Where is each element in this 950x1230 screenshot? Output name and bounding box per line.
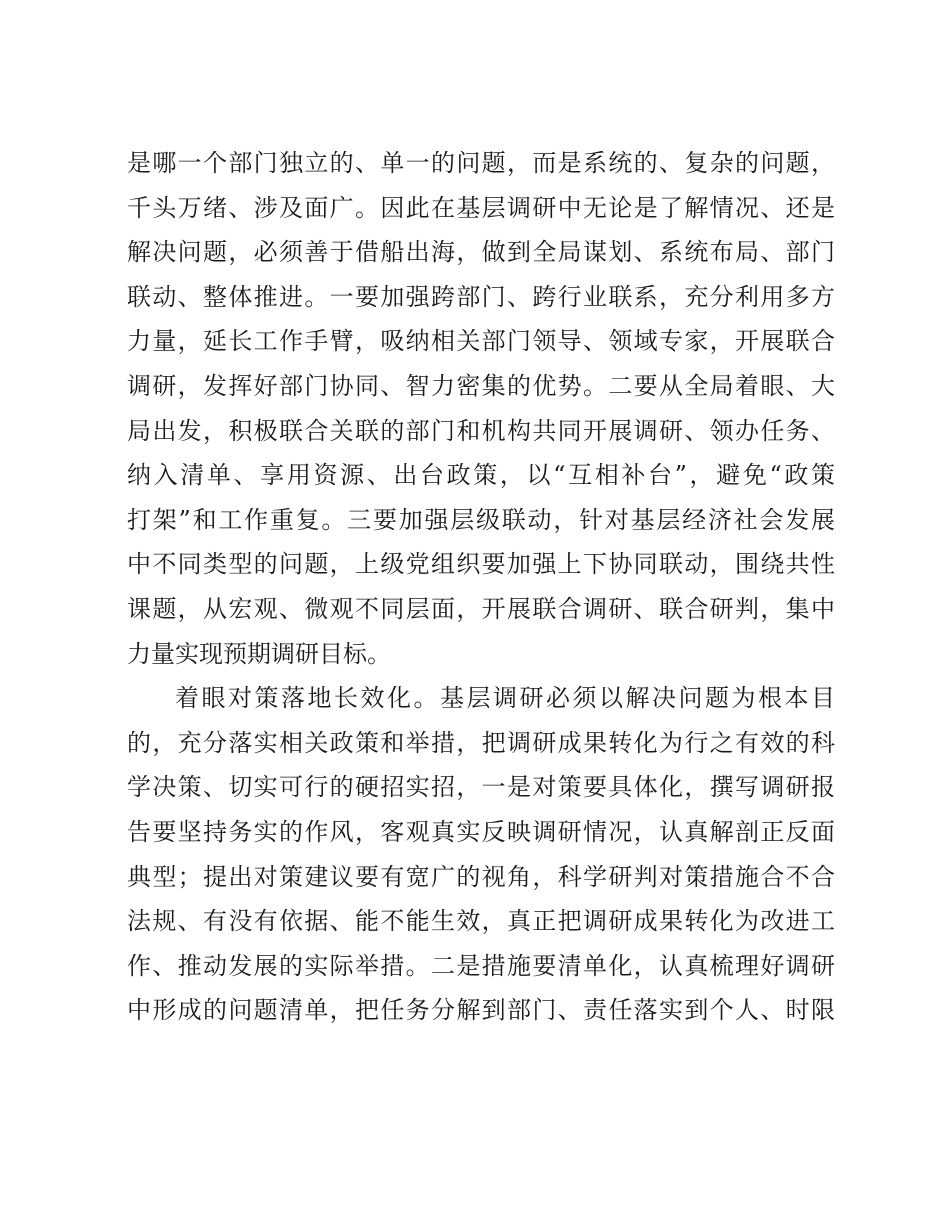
text-line: 的，充分落实相关政策和举措，把调研成果转化为行之有效的科 xyxy=(127,728,835,757)
body-text xyxy=(127,141,835,1033)
text-line: 中不同类型的问题，上级党组织要加强上下协同联动，围绕共性 xyxy=(127,550,835,579)
paragraph-last-line: 力量实现预期调研目标。 xyxy=(127,639,391,668)
text-line: 课题，从宏观、微观不同层面，开展联合调研、联合研判，集中 xyxy=(127,594,835,623)
paragraph-first-line: 着眼对策落地长效化。基层调研必须以解决问题为根本目 xyxy=(175,684,835,713)
text-line: 千头万绪、涉及面广。因此在基层调研中无论是了解情况、还是 xyxy=(127,193,835,222)
text-line: 作、推动发展的实际举措。二是措施要清单化，认真梳理好调研 xyxy=(127,951,835,980)
text-line: 是哪一个部门独立的、单一的问题，而是系统的、复杂的问题， xyxy=(127,149,835,177)
text-line: 力量，延长工作手臂，吸纳相关部门领导、领域专家，开展联合 xyxy=(127,327,835,356)
text-line: 打架”和工作重复。三要加强层级联动，针对基层经济社会发展 xyxy=(127,505,835,534)
text-line: 典型；提出对策建议要有宽广的视角，科学研判对策措施合不合 xyxy=(127,862,835,891)
text-line: 告要坚持务实的作风，客观真实反映调研情况，认真解剖正反面 xyxy=(127,817,835,846)
text-line: 纳入清单、享用资源、出台政策，以“互相补台”，避免“政策 xyxy=(127,461,835,490)
text-line: 解决问题，必须善于借船出海，做到全局谋划、系统布局、部门 xyxy=(127,238,835,267)
text-line: 法规、有没有依据、能不能生效，真正把调研成果转化为改进工 xyxy=(127,907,835,936)
text-line: 中形成的问题清单，把任务分解到部门、责任落实到个人、时限 xyxy=(127,996,835,1025)
text-line: 联动、整体推进。一要加强跨部门、跨行业联系，充分利用多方 xyxy=(127,282,835,311)
text-line: 调研，发挥好部门协同、智力密集的优势。二要从全局着眼、大 xyxy=(127,371,835,400)
text-line: 学决策、切实可行的硬招实招，一是对策要具体化，撰写调研报 xyxy=(127,773,835,802)
text-line: 局出发，积极联合关联的部门和机构共同开展调研、领办任务、 xyxy=(127,416,835,445)
